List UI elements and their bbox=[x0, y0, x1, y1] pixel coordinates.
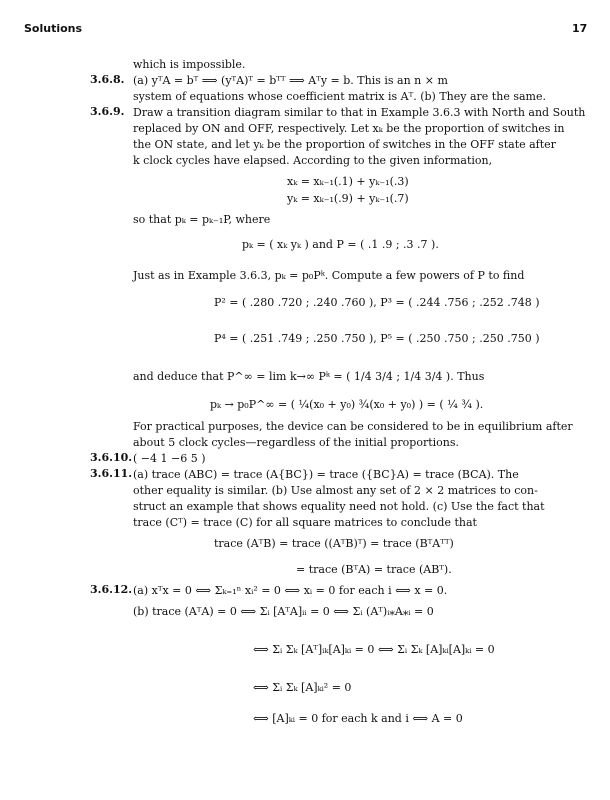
trace-equation-2: = trace (BᵀA) = trace (ABᵀ). bbox=[296, 563, 452, 576]
problem-3-6-11-line-4: trace (Cᵀ) = trace (C) for all square matrices to conclude that bbox=[133, 516, 477, 529]
equation-yk: yₖ = xₖ₋₁(.9) + yₖ₋₁(.7) bbox=[287, 192, 409, 205]
problem-3-6-11-line-3: struct an example that shows equality need not hold. (c) Use the fact that bbox=[133, 500, 545, 513]
page-number: 17 bbox=[572, 22, 588, 35]
deduce-text: and deduce that P^∞ = lim k→∞ Pᵏ = ( 1/4 3/4 ; 1/4 3/4 ). Thus bbox=[133, 370, 485, 383]
problem-3-6-12-part-b-line-1: (b) trace (AᵀA) = 0 ⟺ Σᵢ [AᵀA]ᵢᵢ = 0 ⟺ Σᵢ (Aᵀ)ᵢ⁎A⁎ᵢ = 0 bbox=[133, 605, 434, 618]
problem-3-6-12-part-b-line-3: ⟺ Σᵢ Σₖ [A]ₖᵢ² = 0 bbox=[253, 681, 352, 694]
powers-p4-p5: P⁴ = ( .251 .749 ; .250 .750 ), P⁵ = ( .250 .750 ; .250 .750 ) bbox=[214, 332, 540, 345]
problem-3-6-9-line-3: the ON state, and let yₖ be the proportion of switches in the OFF state after bbox=[133, 138, 556, 151]
powers-p2-p3: P² = ( .280 .720 ; .240 .760 ), P³ = ( .244 .756 ; .252 .748 ) bbox=[214, 296, 540, 309]
problem-3-6-9-line-4: k clock cycles have elapsed. According to the given information, bbox=[133, 154, 493, 167]
problem-3-6-11-line-2: other equality is similar. (b) Use almost any set of 2 × 2 matrices to con- bbox=[133, 484, 538, 497]
problem-3-6-12-part-a: (a) xᵀx = 0 ⟺ Σₖ₌₁ⁿ xᵢ² = 0 ⟺ xᵢ = 0 for each i ⟺ x = 0. bbox=[133, 584, 448, 597]
practical-line-1: For practical purposes, the device can be considered to be in equilibrium after bbox=[133, 420, 573, 433]
problem-number-3-6-11: 3.6.11. bbox=[90, 467, 133, 480]
problem-number-3-6-10: 3.6.10. bbox=[90, 451, 133, 464]
pk-definition: pₖ = ( xₖ yₖ ) and P = ( .1 .9 ; .3 .7 ). bbox=[242, 238, 439, 251]
just-as-text: Just as in Example 3.6.3, pₖ = p₀Pᵏ. Compute a few powers of P to find bbox=[133, 269, 525, 282]
problem-3-6-10-answer: ( −4 1 −6 5 ) bbox=[133, 452, 206, 465]
problem-3-6-12-part-b-line-2: ⟺ Σᵢ Σₖ [Aᵀ]ᵢₖ[A]ₖᵢ = 0 ⟺ Σᵢ Σₖ [A]ₖᵢ[A]ₖᵢ = 0 bbox=[253, 643, 495, 656]
equation-xk: xₖ = xₖ₋₁(.1) + yₖ₋₁(.3) bbox=[287, 175, 409, 188]
problem-number-3-6-9: 3.6.9. bbox=[90, 105, 125, 118]
running-header-title: Solutions bbox=[24, 22, 83, 35]
intro-text: which is impossible. bbox=[133, 58, 246, 71]
problem-3-6-8-line-2: system of equations whose coefficient matrix is Aᵀ. (b) They are the same. bbox=[133, 90, 546, 103]
problem-3-6-12-part-b-line-4: ⟺ [A]ₖᵢ = 0 for each k and i ⟺ A = 0 bbox=[253, 712, 463, 725]
problem-3-6-11-line-1: (a) trace (ABC) = trace (A{BC}) = trace ({BC}A) = trace (BCA). The bbox=[133, 468, 519, 481]
problem-number-3-6-8: 3.6.8. bbox=[90, 73, 125, 86]
problem-3-6-8-line-1: (a) yᵀA = bᵀ ⟹ (yᵀA)ᵀ = bᵀᵀ ⟹ Aᵀy = b. This is an n × m bbox=[133, 74, 448, 87]
practical-line-2: about 5 clock cycles—regardless of the initial proportions. bbox=[133, 436, 459, 449]
problem-3-6-9-line-2: replaced by ON and OFF, respectively. Let xₖ be the proportion of switches in bbox=[133, 122, 565, 135]
so-that-text: so that pₖ = pₖ₋₁P, where bbox=[133, 213, 271, 226]
limit-equation: pₖ → p₀P^∞ = ( ¼(x₀ + y₀) ¾(x₀ + y₀) ) = ( ¼ ¾ ). bbox=[210, 398, 484, 411]
problem-number-3-6-12: 3.6.12. bbox=[90, 583, 133, 596]
problem-3-6-9-line-1: Draw a transition diagram similar to that in Example 3.6.3 with North and South bbox=[133, 106, 586, 119]
trace-equation-1: trace (AᵀB) = trace ((AᵀB)ᵀ) = trace (BᵀAᵀᵀ) bbox=[214, 537, 454, 550]
